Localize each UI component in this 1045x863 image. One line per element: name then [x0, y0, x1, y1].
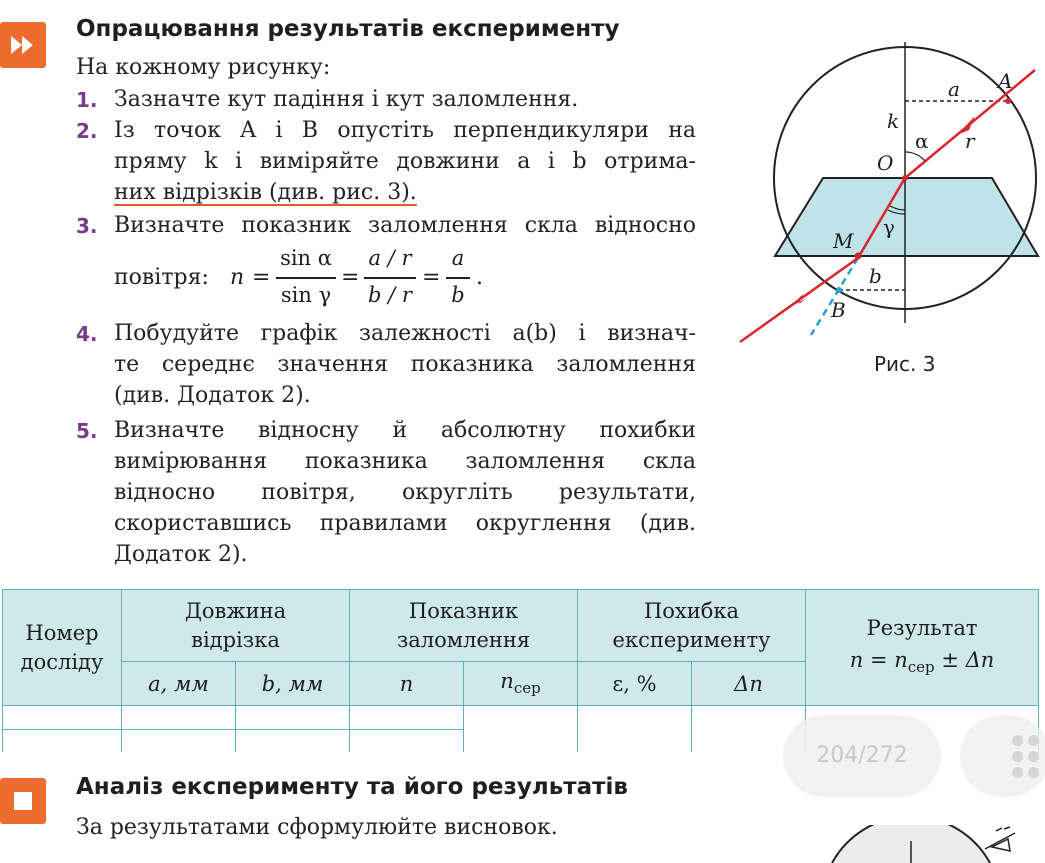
item-5-line: Визначте відносну й абсолютну похибки	[114, 418, 696, 443]
point-M	[855, 253, 862, 260]
header-refractive-index: Показник заломлення	[350, 590, 578, 662]
label-M: M	[833, 229, 854, 253]
item-2-line: пряму k і виміряйте довжини a і b отрима-	[114, 149, 696, 174]
header-experiment-error: Похибка експерименту	[578, 590, 806, 662]
label-B: B	[831, 298, 846, 322]
table-cell[interactable]	[350, 706, 464, 730]
item-4-line: Побудуйте графік залежності a(b) і визнач-	[114, 321, 696, 346]
formula-eq: =	[341, 265, 360, 290]
label-r: r	[965, 129, 975, 153]
subheader-n: n	[350, 662, 464, 706]
item-5-line: відносно повітря, округліть результати,	[114, 480, 696, 505]
header-result-title: Результат	[866, 615, 978, 640]
fraction-1-line	[276, 277, 336, 279]
figure-caption: Рис. 3	[874, 352, 936, 376]
formula-end: .	[476, 265, 483, 290]
label-O: O	[877, 151, 894, 175]
item-2-line: Із точок A і B опустіть перпендикуляри на	[114, 118, 696, 143]
fraction-3-line	[446, 277, 470, 279]
partial-figure	[820, 825, 1045, 863]
fraction-2-num: a / r	[368, 246, 412, 270]
section-2-text: За результатами сформулюйте висновок.	[76, 815, 558, 840]
intro-text: На кожному рисунку:	[76, 55, 331, 80]
header-result-formula: $n = n_{сер} \pm \Delta n$	[849, 647, 995, 677]
square-icon	[0, 778, 46, 824]
section-title: Опрацювання результатів експерименту	[76, 16, 620, 42]
glass-plate	[775, 178, 1038, 256]
fraction-3-den: b	[451, 283, 465, 307]
table-cell[interactable]	[578, 706, 692, 754]
item-2-line: них відрізків (див. рис. 3).	[114, 180, 417, 205]
subheader-a-mm: a, мм	[122, 662, 236, 706]
fraction-2-den: b / r	[368, 283, 412, 307]
table-cell[interactable]	[122, 730, 236, 754]
grid-view-button[interactable]	[960, 715, 1045, 797]
table-cell[interactable]	[236, 730, 350, 754]
item-number: 5.	[76, 419, 98, 443]
label-gamma: γ	[883, 215, 895, 239]
subheader-n-avg: $n_{сер}$	[464, 662, 578, 706]
header-trial-number: Номер досліду	[3, 590, 122, 706]
refraction-figure	[735, 40, 1045, 350]
page-indicator[interactable]: 204/272	[783, 715, 941, 797]
label-b: b	[869, 264, 882, 288]
label-a: a	[948, 77, 960, 101]
item-number: 3.	[76, 214, 98, 238]
item-5-line: Додаток 2).	[114, 542, 248, 567]
table-cell[interactable]	[3, 706, 122, 730]
item-5-line: вимірювання показника заломлення скла	[114, 449, 696, 474]
formula-prefix: повітря:	[114, 265, 209, 290]
section-2-title: Аналіз експерименту та його результатів	[76, 774, 628, 800]
item-number: 1.	[76, 88, 98, 112]
table-cell[interactable]	[122, 706, 236, 730]
subheader-delta-n: Δn	[692, 662, 806, 706]
grid-icon	[1012, 735, 1023, 746]
label-k: k	[887, 109, 900, 133]
formula-n: n	[230, 265, 245, 290]
item-5-line: скориставшись правилами округлення (див.	[114, 511, 696, 536]
item-number: 2.	[76, 119, 98, 143]
point-B	[836, 287, 842, 293]
item-3-line: Визначте показник заломлення скла відносно	[114, 213, 696, 238]
angle-alpha-arc	[905, 152, 925, 161]
subheader-epsilon: ε, %	[578, 662, 692, 706]
label-A: A	[998, 69, 1013, 93]
fast-forward-icon	[0, 22, 46, 68]
table-cell[interactable]	[464, 706, 578, 754]
fraction-2-line	[364, 277, 416, 279]
item-1-line: Зазначте кут падіння і кут заломлення.	[114, 87, 579, 112]
item-number: 4.	[76, 322, 98, 346]
fraction-1-num: sin α	[280, 246, 332, 270]
fraction-3-num: a	[451, 246, 465, 270]
fraction-1-den: sin γ	[280, 283, 332, 307]
table-cell[interactable]	[350, 730, 464, 754]
formula-eq: =	[252, 265, 271, 290]
point-A	[1005, 98, 1011, 104]
formula-eq: =	[422, 265, 441, 290]
point-O	[902, 175, 908, 181]
table-cell[interactable]	[3, 730, 122, 754]
header-result	[806, 590, 1039, 706]
subheader-b-mm: b, мм	[236, 662, 350, 706]
header-segment-length: Довжина відрізка	[122, 590, 350, 662]
eye-icon	[985, 827, 1015, 851]
table-cell[interactable]	[236, 706, 350, 730]
item-4-line: (див. Додаток 2).	[114, 383, 311, 408]
label-alpha: α	[915, 129, 929, 153]
item-4-line: те середнє значення показника заломлення	[114, 352, 696, 377]
